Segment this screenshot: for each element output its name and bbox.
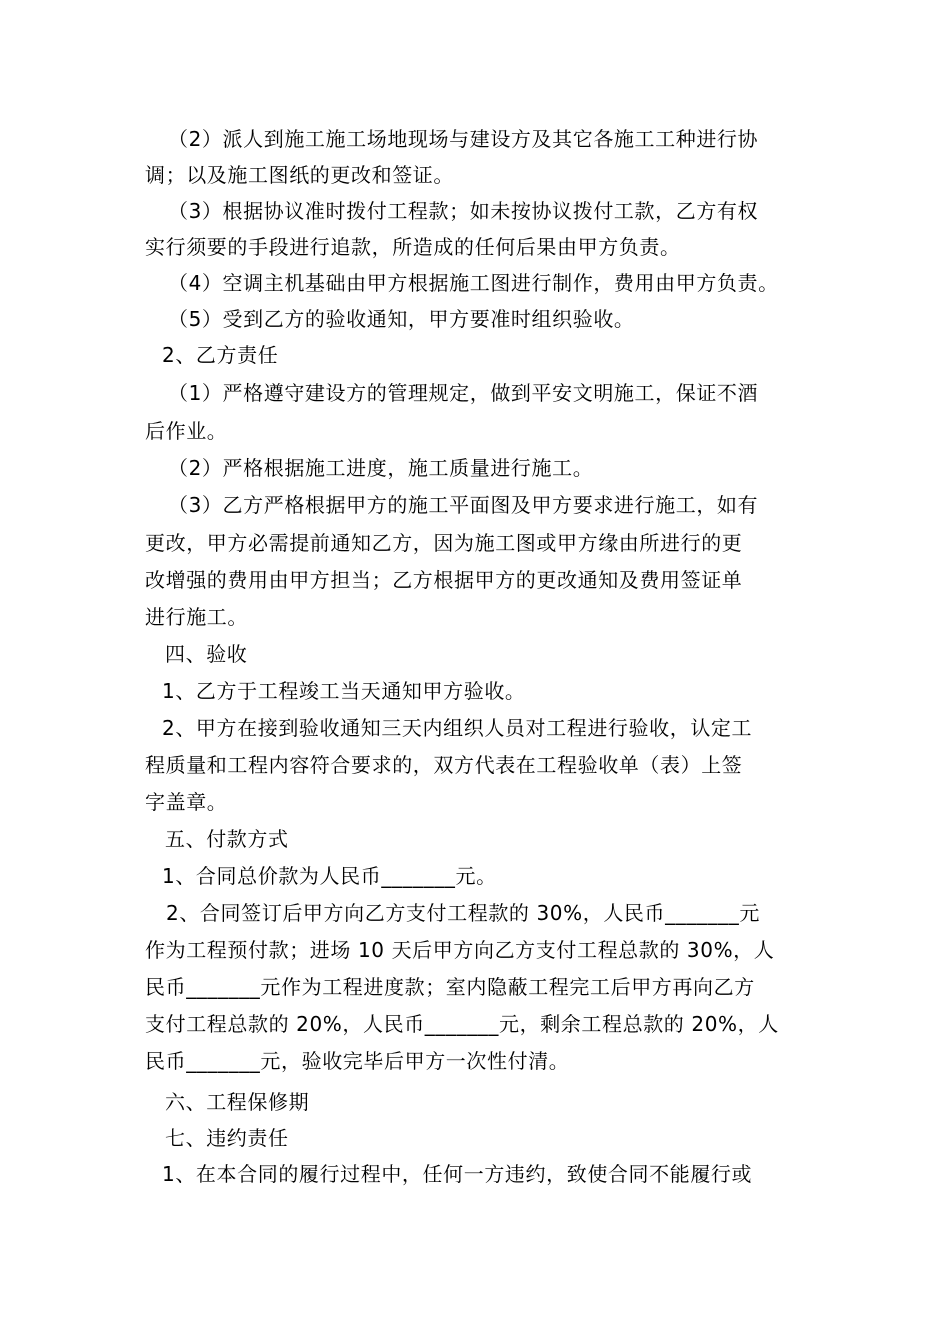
text-line: 调；以及施工图纸的更改和签证。 bbox=[145, 163, 454, 187]
text-line: 2、甲方在接到验收通知三天内组织人员对工程进行验收，认定工 bbox=[162, 716, 753, 740]
text-line: 1、合同总价款为人民币_______元。 bbox=[162, 864, 497, 888]
text-line: 民币_______元，验收完毕后甲方一次性付清。 bbox=[145, 1049, 570, 1073]
text-line: 作为工程预付款；进场 10 天后甲方向乙方支付工程总款的 30%，人 bbox=[145, 938, 775, 962]
section-heading: 七、违约责任 bbox=[165, 1126, 289, 1150]
section-heading: 四、验收 bbox=[165, 642, 248, 666]
text-line: 进行施工。 bbox=[145, 605, 248, 629]
text-line: （2）严格根据施工进度，施工质量进行施工。 bbox=[168, 456, 594, 480]
text-line: 1、在本合同的履行过程中，任何一方违约，致使合同不能履行或 bbox=[162, 1162, 753, 1186]
text-line: 更改，甲方必需提前通知乙方，因为施工图或甲方缘由所进行的更 bbox=[145, 531, 743, 555]
section-heading: 六、工程保修期 bbox=[165, 1090, 310, 1114]
text-line: 字盖章。 bbox=[145, 790, 228, 814]
text-line: 程质量和工程内容符合要求的，双方代表在工程验收单（表）上签 bbox=[145, 753, 743, 777]
text-line: （2）派人到施工施工场地现场与建设方及其它各施工工种进行协 bbox=[168, 127, 759, 151]
section-heading: 2、乙方责任 bbox=[162, 343, 279, 367]
text-line: 支付工程总款的 20%，人民币_______元，剩余工程总款的 20%，人 bbox=[145, 1012, 779, 1036]
section-heading: 五、付款方式 bbox=[165, 827, 289, 851]
text-line: （3）根据协议准时拨付工程款；如未按协议拨付工款，乙方有权 bbox=[168, 199, 759, 223]
text-line: 后作业。 bbox=[145, 419, 228, 443]
text-line: 2、合同签订后甲方向乙方支付工程款的 30%，人民币_______元 bbox=[166, 901, 760, 925]
text-line: 1、乙方于工程竣工当天通知甲方验收。 bbox=[162, 679, 526, 703]
text-line: （4）空调主机基础由甲方根据施工图进行制作，费用由甲方负责。 bbox=[168, 271, 779, 295]
text-line: 改增强的费用由甲方担当；乙方根据甲方的更改通知及费用签证单 bbox=[145, 568, 743, 592]
text-line: （5）受到乙方的验收通知，甲方要准时组织验收。 bbox=[168, 307, 635, 331]
text-line: （1）严格遵守建设方的管理规定，做到平安文明施工，保证不酒 bbox=[168, 381, 759, 405]
text-line: 实行须要的手段进行追款，所造成的任何后果由甲方负责。 bbox=[145, 235, 681, 259]
text-line: （3）乙方严格根据甲方的施工平面图及甲方要求进行施工，如有 bbox=[168, 493, 759, 517]
text-line: 民币_______元作为工程进度款；室内隐蔽工程完工后甲方再向乙方 bbox=[145, 975, 755, 999]
